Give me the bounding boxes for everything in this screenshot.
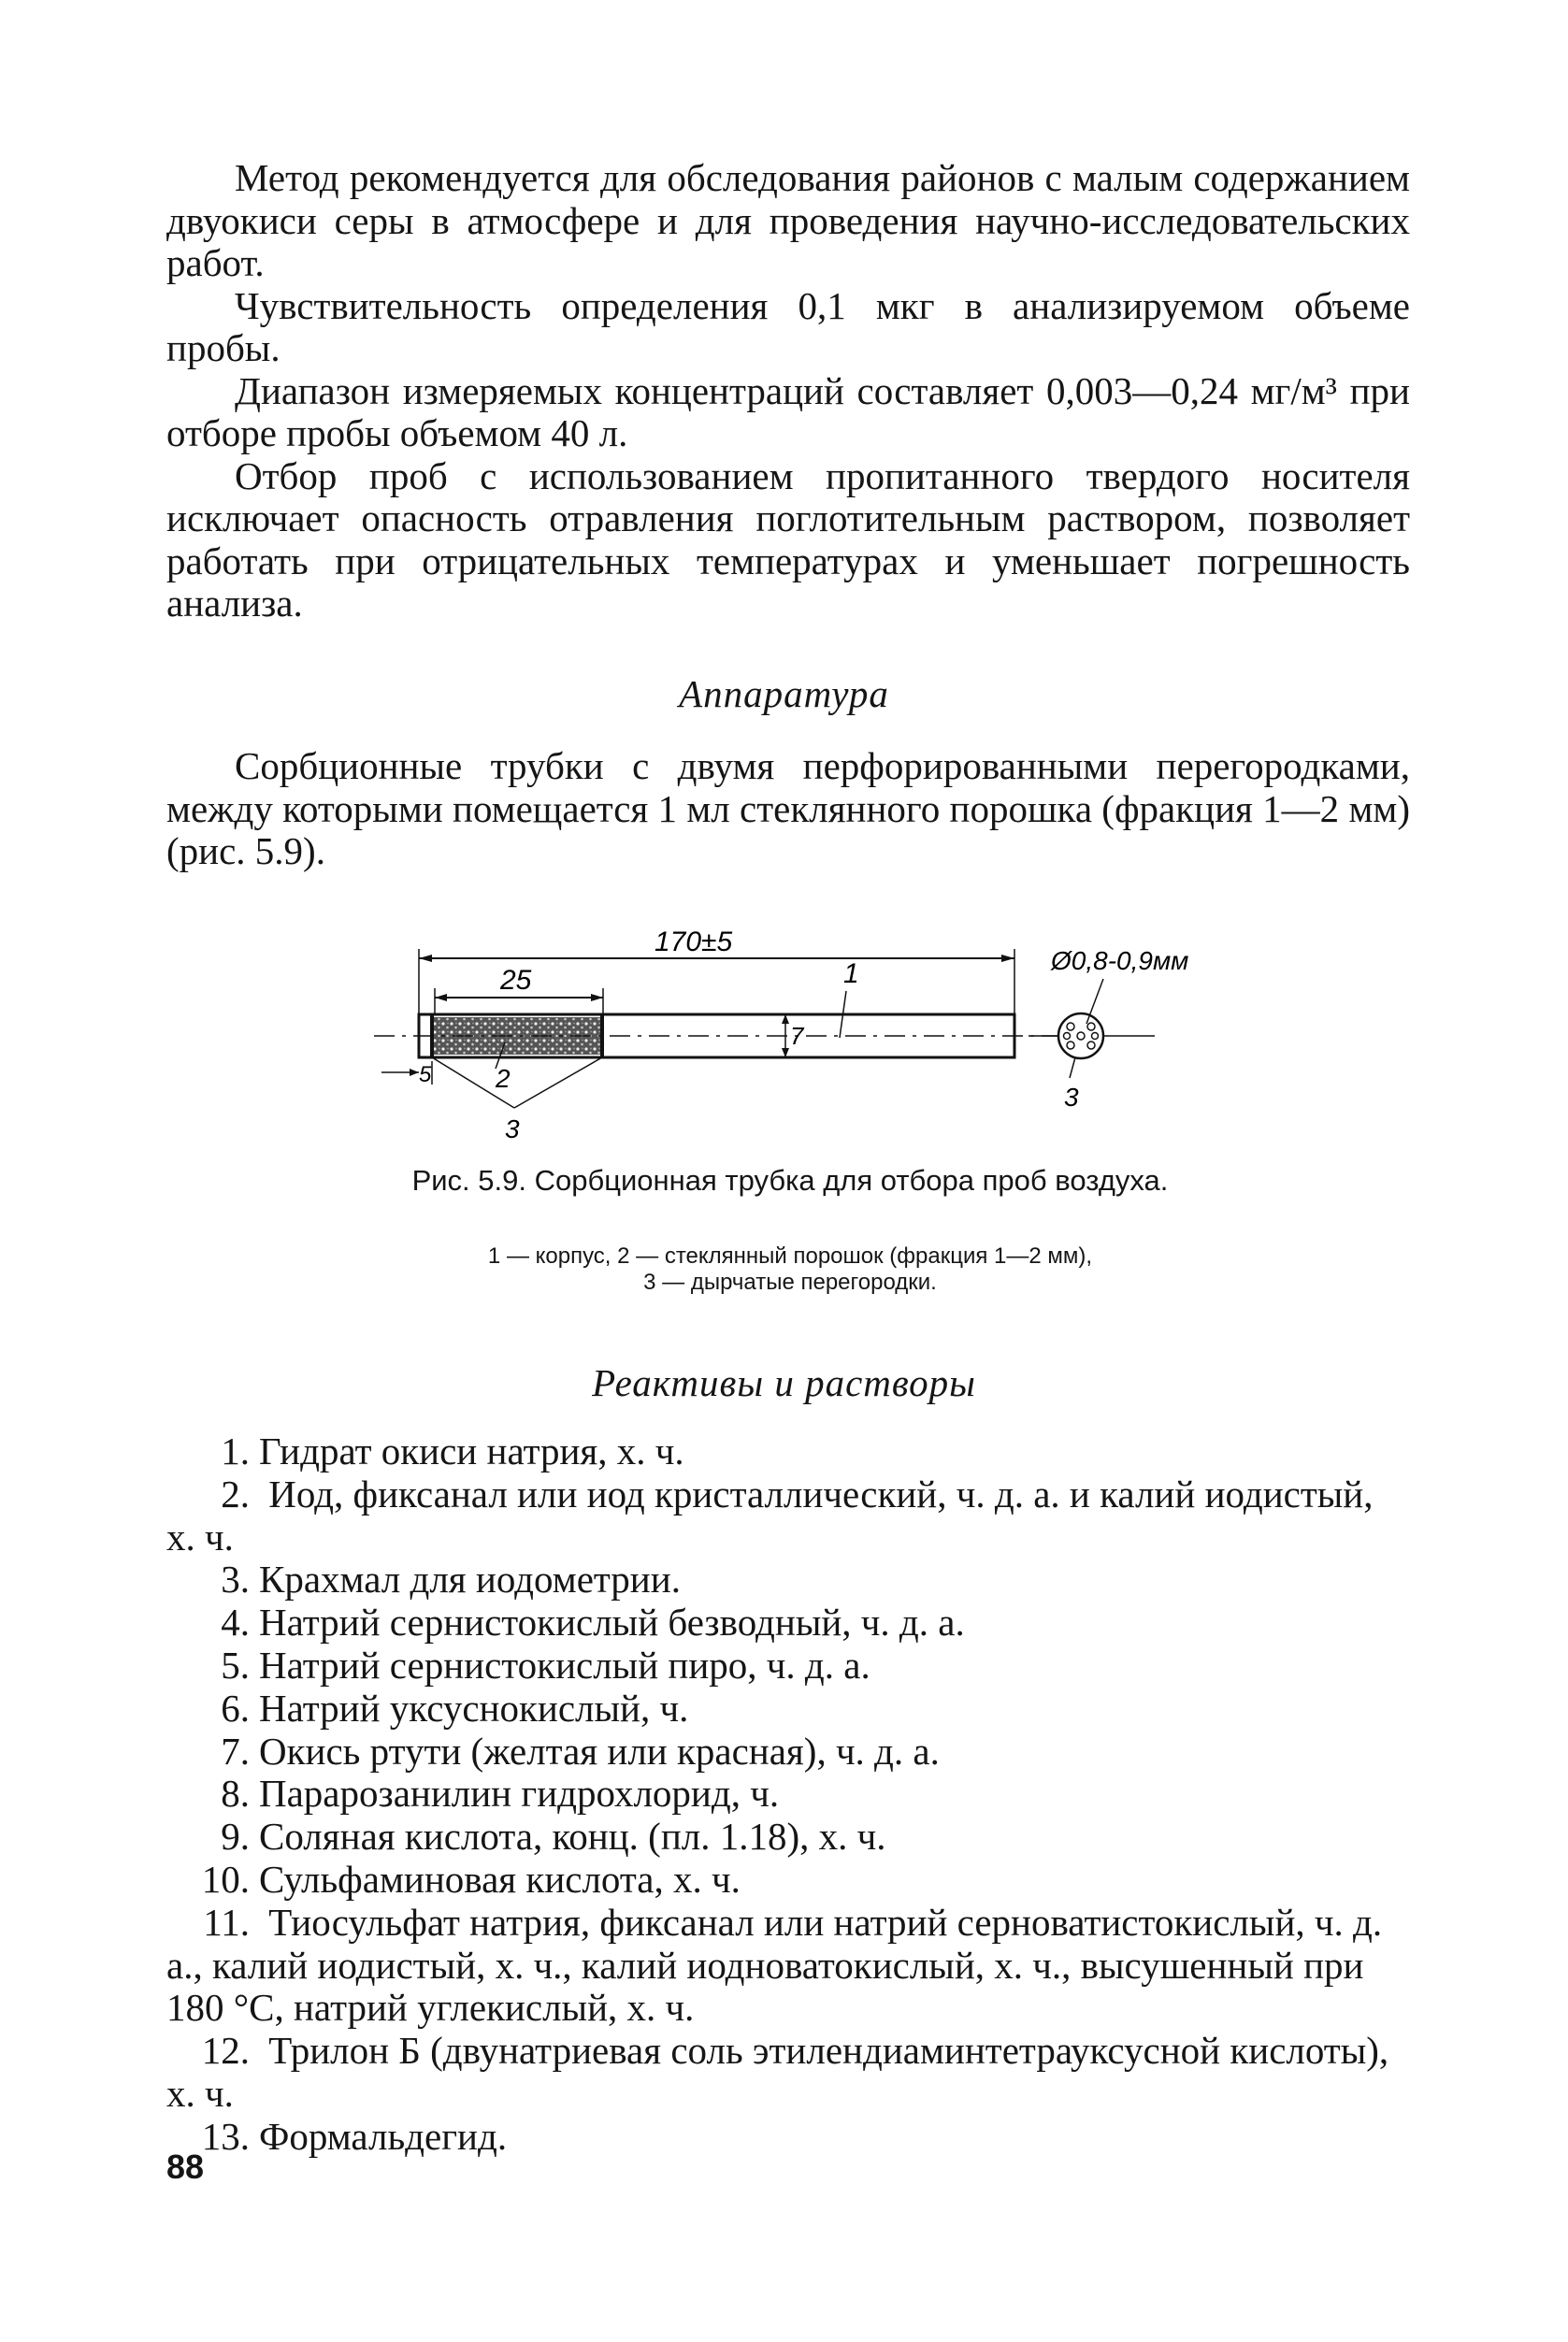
item-number: 4. — [221, 1601, 250, 1645]
item-number: 1. — [221, 1430, 250, 1473]
reagents-heading: Реактивы и растворы — [592, 1361, 976, 1404]
list-item — [166, 2116, 1410, 2159]
list-item — [166, 1816, 1410, 1859]
item-text: Парарозанилин гидрохлорид, ч. — [259, 1772, 780, 1816]
list-item — [166, 1773, 1410, 1816]
item-number: 6. — [221, 1686, 250, 1730]
reagents-list — [166, 1430, 1410, 2159]
figure-legend — [337, 1243, 1244, 1296]
list-item — [166, 1430, 1410, 1473]
item-number: 12. — [201, 2029, 250, 2073]
list-item — [166, 1688, 1410, 1731]
partition-end-view — [1058, 1013, 1103, 1058]
apparatus-text — [166, 745, 1410, 873]
item-number: 13. — [201, 2114, 250, 2158]
label-partition: 3 — [505, 1114, 520, 1143]
apparatus-heading: Аппаратура — [679, 672, 889, 715]
intro-paragraph: Отбор проб с использованием пропитанного твердого носителя исключает опасность отравления поглотительным раствором, позволяет работать при отрицательных температурах и уменьшает погрешность анализа. — [166, 453, 1410, 625]
item-text: Соляная кислота, конц. (пл. 1.18), х. ч. — [259, 1815, 886, 1859]
list-item — [166, 1902, 1410, 2030]
intro-paragraph: Метод рекомендуется для обследования районов с малым содержанием двуокиси серы в атмосфере и для проведения научно-исследовательских работ. — [166, 156, 1410, 284]
dim-fill-length: 25 — [500, 965, 532, 996]
dim-total-length: 170±5 — [655, 927, 733, 957]
figure-caption: Рис. 5.9. Сорбционная трубка для отбора проб воздуха. — [411, 1164, 1169, 1197]
label-powder: 2 — [496, 1064, 511, 1093]
list-item — [166, 2030, 1410, 2116]
intro-paragraph: Чувствительность определения 0,1 мкг в анализируемом объеме пробы. — [166, 283, 1410, 369]
item-text: Крахмал для иодометрии. — [259, 1558, 681, 1602]
list-item — [166, 1602, 1410, 1645]
item-number: 5. — [221, 1643, 250, 1687]
dim-gap: 5 — [419, 1062, 432, 1087]
dim-hole-diameter: Ø0,8-0,9мм — [1051, 946, 1189, 975]
item-number: 10. — [201, 1857, 250, 1901]
item-number: 2. — [221, 1472, 250, 1516]
item-text: Окись ртути (желтая или красная), ч. д. а. — [259, 1729, 940, 1773]
list-item — [166, 1559, 1410, 1602]
item-text: Формальдегид. — [259, 2114, 508, 2158]
apparatus-paragraph: Сорбционные трубки с двумя перфорированными перегородками, между которыми помещается 1 мл стеклянного порошка (фракция 1—2 мм) (рис. 5.9). — [166, 744, 1410, 872]
label-body: 1 — [843, 958, 859, 989]
sorption-tube-figure — [374, 921, 1234, 1155]
item-text: Натрий уксуснокислый, ч. — [259, 1686, 689, 1730]
item-number: 3. — [221, 1558, 250, 1602]
item-number: 7. — [221, 1729, 250, 1773]
dim-diameter: 7 — [790, 1022, 804, 1050]
item-text: Трилон Б (двунатриевая соль этилендиаминтетрауксусной кислоты), х. ч. — [166, 2029, 1389, 2115]
list-item — [166, 1645, 1410, 1688]
list-item — [166, 1859, 1410, 1902]
item-text: Натрий сернистокислый пиро, ч. д. а. — [259, 1643, 870, 1687]
intro-paragraph: Диапазон измеряемых концентраций составляет 0,003—0,24 мг/м³ при отборе пробы объемом 40 л. — [166, 368, 1410, 454]
item-text: Тиосульфат натрия, фиксанал или натрий серноватистокислый, ч. д. а., калий иодистый, х. ч., калий иодноватокислый, х. ч., высушенный при 180 °С, натрий углекислый, х. ч. — [166, 1900, 1383, 2030]
item-text: Иод, фиксанал или иод кристаллический, ч. д. а. и калий иодистый, х. ч. — [166, 1472, 1374, 1559]
item-text: Натрий сернистокислый безводный, ч. д. а. — [259, 1601, 965, 1645]
item-text: Гидрат окиси натрия, х. ч. — [259, 1430, 684, 1473]
list-item — [166, 1731, 1410, 1774]
label-partition-end: 3 — [1064, 1083, 1079, 1112]
legend-line: 3 — дырчатые перегородки. — [643, 1270, 937, 1295]
intro-text — [166, 157, 1410, 625]
item-number: 9. — [221, 1815, 250, 1859]
item-number: 11. — [203, 1900, 250, 1944]
item-number: 8. — [221, 1772, 250, 1816]
legend-line: 1 — корпус, 2 — стеклянный порошок (фракция 1—2 мм), — [487, 1243, 1093, 1269]
list-item — [166, 1473, 1410, 1559]
page-number: 88 — [166, 2148, 205, 2186]
item-text: Сульфаминовая кислота, х. ч. — [259, 1857, 741, 1901]
